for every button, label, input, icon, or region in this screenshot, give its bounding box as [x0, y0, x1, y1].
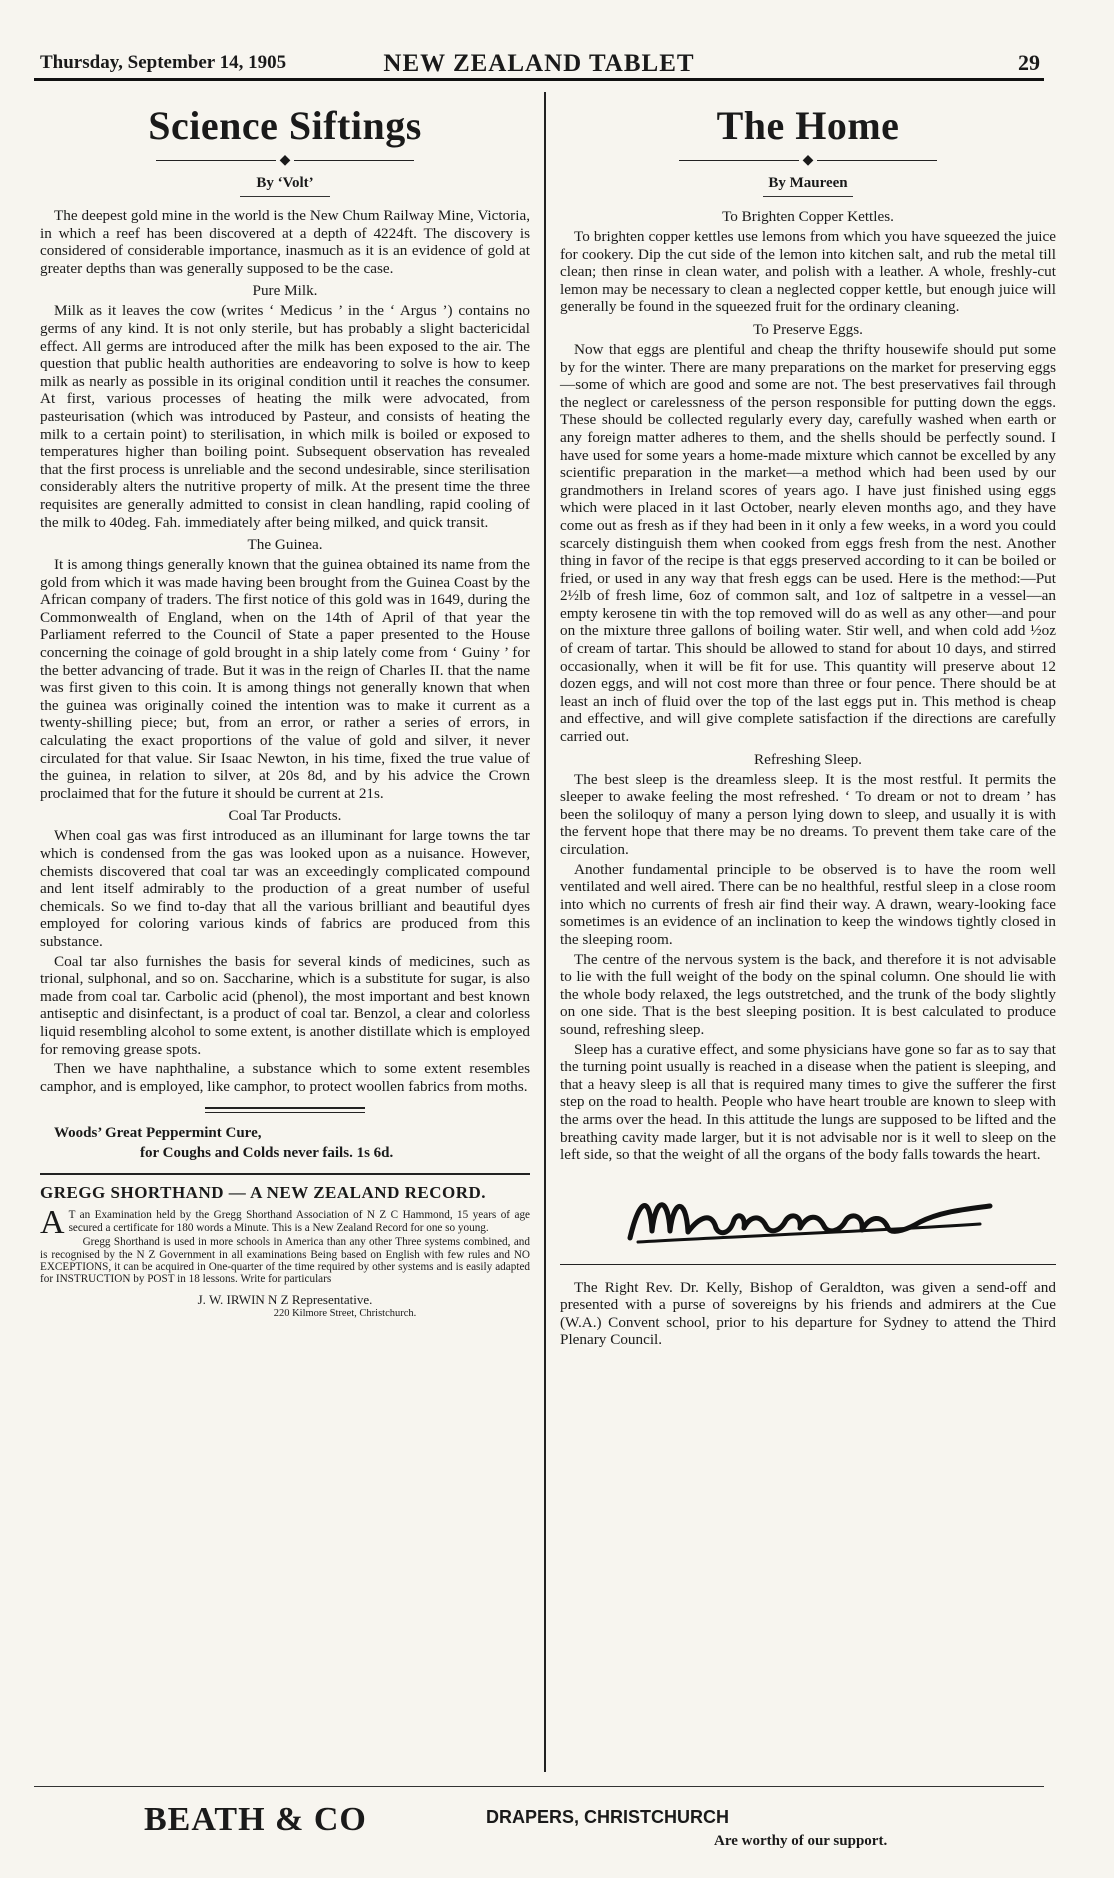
masthead: [34, 50, 1044, 81]
byline: By ‘Volt’: [256, 175, 314, 191]
advert-trade: DRAPERS, CHRISTCHURCH: [486, 1807, 730, 1827]
coal-tar-paragraph-2: Coal tar also furnishes the basis for several kinds of medicines, such as trional, sulphonal, and so on. Saccharine, which is a substitute for sugar, is also made from coal tar. Carbolic acid (phenol), the most important and best known antiseptic and disinfectant, is a product of coal tar. Benzol, a clear and colorless liquid resembling alcohol to some extent, is another distillate which is employed for removing grease spots.: [40, 952, 530, 1058]
gregg-ad-text-2: Gregg Shorthand is used in more schools in America than any other Three systems combined, and is recognised by the N Z Government in all examinations Being based on English with few rules and NO EXCEPTIONS, it can be acquired in One-quarter of the time required by other systems and is easily adapted for INSTRUCTION by POST in 18 lessons. Write for particulars: [40, 1236, 530, 1286]
byline: By Maureen: [768, 175, 848, 191]
issue-date: Thursday, September 14, 1905: [40, 52, 287, 73]
title-ornament: ◆: [560, 153, 1056, 169]
maureen-signature: [560, 1176, 1056, 1256]
title-ornament: ◆: [40, 153, 530, 169]
gregg-ad-text-1: T an Examination held by the Gregg Shorthand Association of N Z C Hammond, 15 years of age secured a certificate for 180 words a Minute. This is a New Zealand Record for one so young.: [68, 1209, 530, 1234]
guinea-heading: The Guinea.: [247, 536, 323, 554]
coal-tar-paragraph-1: When coal gas was first introduced as an illuminant for large towns the tar which is condensed from the gas was looked upon as a nuisance. However, chemists discovered that coal tar was an exceedingly complicated compound and lent itself admirably to the production of a great number of useful chemicals. So we find to-day that all the various brilliant and beautiful dyes employed for coloring various kinds of fabrics are produced from this substance.: [40, 827, 530, 950]
column-divider: [544, 92, 546, 1772]
gregg-ad-title: GREGG SHORTHAND — A NEW ZEALAND RECORD.: [40, 1183, 487, 1203]
guinea-paragraph: It is among things generally known that the guinea obtained its name from the gold from which it was made having been brought from the Guinea Coast by the African company of traders. The first notice of this gold was in 1649, during the Commonwealth of England, when on the 14th of April of that year the Parliament referred to the Council of State a paper presented to the House concerning the coinage of gold brought in a ship lately come from ‘ Guiny ’ for the better advancing of trade. But it was in the reign of Charles II. that the name was first given to this coin. It is among things not generally known that when the guinea was originally coined the intention was to make it current as a twenty-shilling piece; but, from an error, or rather a series of errors, in calculating the exact proportions of the value of gold and silver, it never circulated for that value. Sir Isaac Newton, in his time, fixed the true value of the guinea, in relation to silver, at 20s 8d, and by his advice the Crown proclaimed that for the future it should be current at 21s.: [40, 556, 530, 802]
page-number: 29: [1018, 50, 1040, 75]
coal-tar-heading: Coal Tar Products.: [228, 807, 342, 825]
column-title: Science Siftings: [148, 103, 422, 148]
byline-rule: [763, 196, 853, 197]
copper-kettles-heading: To Brighten Copper Kettles.: [722, 208, 894, 225]
column-title: The Home: [716, 103, 900, 148]
peppermint-ad-line-2: for Coughs and Colds never fails. 1s 6d.: [140, 1145, 394, 1162]
coal-tar-paragraph-3: Then we have naphthaline, a substance which to some extent resembles camphor, and is employed, like camphor, to protect woollen fabrics from moths.: [40, 1060, 530, 1095]
gregg-shorthand-ad: [40, 1183, 530, 1318]
science-siftings-column: [40, 92, 530, 1319]
signature-rule: [560, 1264, 1056, 1265]
sleep-paragraph-2: Another fundamental principle to be observed is to have the room well ventilated and well aired. There can be no healthful, restful sleep in a close room into which no currents of fresh air find their way. A drawn, weary-looking face sometimes is an evidence of an inclination to keep the windows tightly closed in the sleeping room.: [560, 860, 1056, 948]
paper-title: NEW ZEALAND TABLET: [383, 50, 695, 77]
the-home-column: [560, 92, 1056, 1351]
copper-kettles-paragraph: To brighten copper kettles use lemons from which you have squeezed the juice for cookery. Dip the cut side of the lemon into kitchen salt, and rub the metal till clean; then rinse in clean water, and polish with a leather. A whole, freshly-cut lemon may be necessary to clean a neglected copper kettle, but enough juice will generally be found in the squeezed fruit for the ordinary cleaning.: [560, 228, 1056, 316]
sleep-paragraph-1: The best sleep is the dreamless sleep. It is the most restful. It permits the sleeper to awake feeling the most refreshed. ‘ To dream or not to dream ’ has been the soliloquy of many a person lying down to sleep, and usually it is with the fervent hope that there may be no dreams. To prevent them take care of the circulation.: [560, 770, 1056, 858]
ad-rule: [40, 1173, 530, 1175]
sleep-paragraph-4: Sleep has a curative effect, and some physicians have gone so far as to say that the turning point usually is reached in a disease when the patient is sleeping, and that a heavy sleep is all that is required many times to give the sufferer the first step on the road to health. People who have heart trouble are known to sleep with the arms over the head. In this attitude the lungs are supposed to be lifted and the breathing cavity made larger, but it is not advisable nor is it well to sleep on the left side, so that the weight of all the organs of the body falls towards the heart.: [560, 1040, 1056, 1164]
byline-rule: [240, 196, 330, 197]
section-rule: [205, 1107, 365, 1113]
preserve-eggs-paragraph: Now that eggs are plentiful and cheap the thrifty housewife should put some by for the winter. There are many preparations on the market for preserving eggs—some of which are good and some are not. The best preservatives fail through the neglect or carelessness of the person responsible for putting down the eggs. These should be collected regularly every day, carefully washed when earth or any foreign matter adheres to them, and the shells should be perfectly sound. I have used for some years a home-made mixture which cannot be excelled by any scientific preparation in the market—a method which had been used by our grandmothers in Ireland scores of years ago. I have just finished using eggs which were placed in it last October, nearly eleven months ago, and they have come out as fresh as if they had been in it only a few weeks, in a word you could scarcely distinguish them when cooked from eggs fresh from the nest. Another thing in favor of the recipe is that eggs preserved according to it can be boiled or fried, or used in any way that fresh eggs can be used. Here is the method:—Put 2½lb of fresh lime, 6oz of common salt, and 1oz of saltpetre in a vessel—an empty kerosene tin with the top removed will do as well as any other—and pour on the mixture three gallons of boiling water. Stir well, and when cold add ½oz of cream of tartar. This should be allowed to stand for about 10 days, and stirred occasionally, when it will be fit for use. This quantity will preserve about 12 dozen eggs, and will not cost more than three or four pence. There should be at least an inch of fluid over the top of the last eggs put in. This method is cheap and effective, and will give complete satisfaction if the directions are carefully carried out.: [560, 340, 1056, 746]
peppermint-ad-line-1: Woods’ Great Peppermint Cure,: [54, 1125, 262, 1142]
gregg-ad-signature: J. W. IRWIN N Z Representative.: [197, 1291, 373, 1307]
dr-kelly-paragraph: The Right Rev. Dr. Kelly, Bishop of Geraldton, was given a send-off and presented with a purse of sovereigns by his friends and admirers at the Cue (W.A.) Convent school, prior to his departure for Sydney to attend the Third Plenary Council.: [560, 1278, 1056, 1349]
advert-tagline: Are worthy of our support.: [714, 1833, 888, 1849]
milk-paragraph: Milk as it leaves the cow (writes ‘ Medicus ’ in the ‘ Argus ’) contains no germs of any kind. It is not only sterile, but has probably a slight bactericidal effect. All germs are introduced after the milk has been exposed to the air. The question that public health authorities are endeavoring to solve is how to keep milk as nearly as possible in its original condition until it reaches the consumer. At first, various processes of heating the milk were advocated, from pasteurisation (which was introduced by Pasteur, and consists of heating the milk to a certain point) to sterilisation, in which milk is boiled or exposed to temperatures higher than boiling point. Subsequent observation has revealed that the first process is unreliable and the second undesirable, since sterilisation considerably alters the nutritive property of milk. At the present time the three requisites are generally admitted to consist in clean handling, rapid cooling of the milk to 40deg. Fah. immediately after being milked, and quick transit.: [40, 302, 530, 531]
refreshing-sleep-heading: Refreshing Sleep.: [754, 750, 862, 768]
signature-image: [620, 1176, 1000, 1256]
gregg-ad-address: 220 Kilmore Street, Christchurch.: [273, 1307, 417, 1319]
advert-brand: BEATH & CO: [144, 1801, 367, 1838]
preserve-eggs-heading: To Preserve Eggs.: [753, 320, 863, 338]
gold-mine-paragraph: The deepest gold mine in the world is the New Chum Railway Mine, Victoria, in which a reef has been discovered at a depth of 4224ft. The discovery is considered of considerable importance, inasmuch as it is an evidence of gold at greater depths than was generally supposed to be the case.: [40, 207, 530, 277]
milk-heading: Pure Milk.: [252, 282, 318, 300]
sleep-paragraph-3: The centre of the nervous system is the back, and therefore it is not advisable to lie with the full weight of the body on the spinal column. One should lie with the whole body relaxed, the legs outstretched, and the trunk of the body slightly on one side. That is the best sleeping position. It is best calculated to produce sound, refreshing sleep.: [560, 950, 1056, 1038]
beath-and-co-advert: [34, 1786, 1044, 1857]
drop-cap: A: [40, 1204, 65, 1242]
